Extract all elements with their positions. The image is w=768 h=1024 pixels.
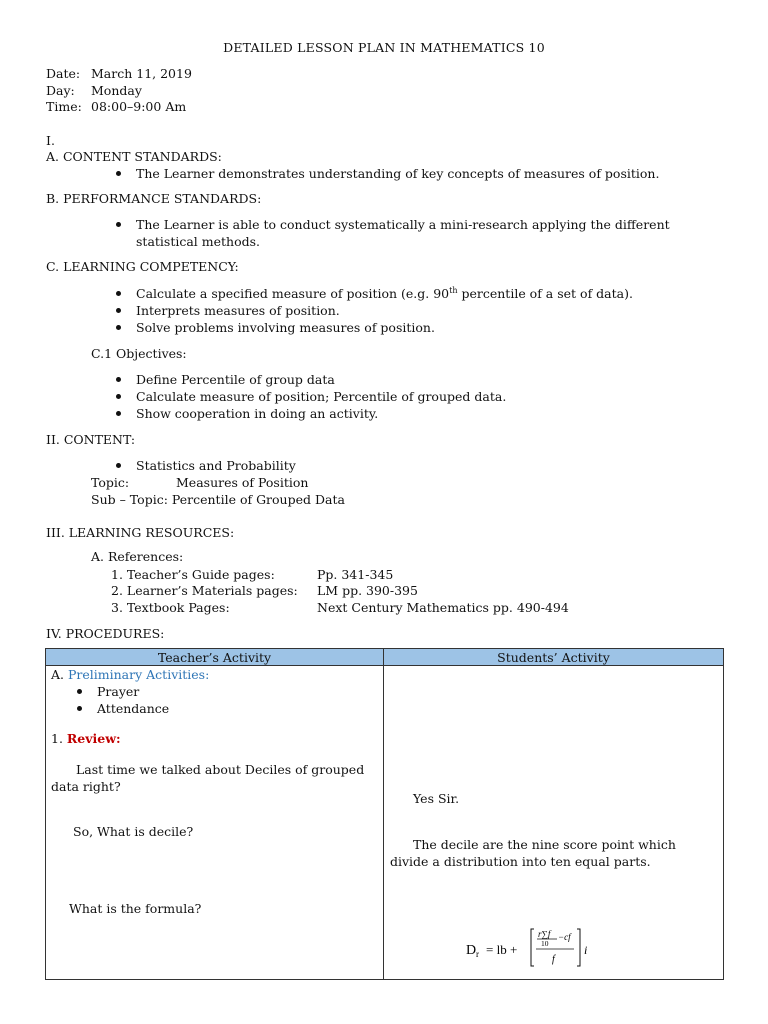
student-answer: The decile are the nine score point which divide a distribution into ten equal parts. <box>390 837 676 869</box>
content-list <box>116 457 296 474</box>
day-value: Monday <box>91 83 142 98</box>
list-item: Interprets measures of position. <box>116 302 633 319</box>
student-answer: Yes Sir. <box>413 791 460 806</box>
competency-1-text: Calculate a specified measure of position (e.g. 90 <box>136 286 450 301</box>
objectives-list <box>116 371 506 422</box>
formula-denominator: f <box>552 954 555 965</box>
date-label: Date: <box>46 66 81 81</box>
time-value: 08:00–9:00 Am <box>91 99 187 114</box>
list-item <box>116 285 633 302</box>
reference-value: Pp. 341-345 <box>317 567 394 582</box>
subtopic: Sub – Topic: Percentile of Grouped Data <box>91 492 345 507</box>
section-1-numeral: I. <box>46 133 55 148</box>
decile-formula <box>466 926 666 970</box>
teacher-activity-header: Teacher’s Activity <box>46 649 384 666</box>
list-item: Calculate measure of position; Percentile of grouped data. <box>116 388 506 405</box>
list-item: Attendance <box>77 700 169 717</box>
reference-value: LM pp. 390-395 <box>317 583 418 598</box>
formula-numerator: r∑f <box>538 929 551 939</box>
students-activity-header: Students’ Activity <box>384 649 724 666</box>
list-item: Statistics and Probability <box>116 457 296 474</box>
learning-competency-list <box>116 285 633 336</box>
time-label: Time: <box>46 99 82 114</box>
list-item: Prayer <box>77 683 169 700</box>
review-prefix: 1. <box>51 731 63 746</box>
topic-label: Topic: <box>91 475 130 490</box>
reference-label: 1. Teacher’s Guide pages: <box>111 567 275 582</box>
review-line <box>51 730 121 747</box>
teacher-question: So, What is decile? <box>73 824 194 839</box>
formula-tail: i <box>584 943 588 957</box>
content-standards-heading: A. CONTENT STANDARDS: <box>46 149 222 164</box>
learning-resources-heading: III. LEARNING RESOURCES: <box>46 525 235 540</box>
review-label: Review: <box>66 731 121 746</box>
competency-1-tail: percentile of a set of data). <box>457 286 633 301</box>
formula-eq: = lb + <box>486 942 518 957</box>
list-item: The Learner is able to conduct systematically a mini-research applying the different statistical methods. <box>116 216 676 250</box>
content-standards-list <box>116 165 659 182</box>
objectives-heading: C.1 Objectives: <box>91 346 187 361</box>
formula-lhs: D <box>466 943 477 958</box>
formula-left-bracket <box>531 929 534 966</box>
formula-cf: −cf <box>558 932 571 942</box>
reference-label: 2. Learner’s Materials pages: <box>111 583 298 598</box>
list-item: The Learner demonstrates understanding of key concepts of measures of position. <box>116 165 659 182</box>
document-title: DETAILED LESSON PLAN IN MATHEMATICS 10 <box>223 40 545 55</box>
list-item: Define Percentile of group data <box>116 371 506 388</box>
performance-standards-heading: B. PERFORMANCE STANDARDS: <box>46 191 262 206</box>
students-activity-cell <box>384 666 724 980</box>
list-item: Solve problems involving measures of position. <box>116 319 633 336</box>
reference-label: 3. Textbook Pages: <box>111 600 230 615</box>
date-value: March 11, 2019 <box>91 66 192 81</box>
ordinal-suffix: th <box>449 285 458 295</box>
day-label: Day: <box>46 83 75 98</box>
formula-right-bracket <box>577 929 580 966</box>
teacher-question: Last time we talked about Deciles of grouped data right? <box>51 762 365 794</box>
references-heading: A. References: <box>91 549 184 564</box>
topic-value: Measures of Position <box>176 475 309 490</box>
learning-competency-heading: C. LEARNING COMPETENCY: <box>46 259 239 274</box>
preliminary-label: Preliminary Activities: <box>68 667 210 682</box>
content-heading: II. CONTENT: <box>46 432 136 447</box>
reference-value: Next Century Mathematics pp. 490-494 <box>317 600 569 615</box>
list-item: Show cooperation in doing an activity. <box>116 405 506 422</box>
procedures-heading: IV. PROCEDURES: <box>46 626 165 641</box>
teacher-activity-cell <box>46 666 384 980</box>
procedures-table <box>45 648 724 980</box>
preliminary-line <box>51 666 209 683</box>
formula-lhs-sub: r <box>476 949 479 959</box>
preliminary-list <box>77 683 169 717</box>
performance-standards-list <box>116 216 676 250</box>
preliminary-prefix: A. <box>51 667 65 682</box>
teacher-question: What is the formula? <box>69 901 202 916</box>
decile-formula-graphic <box>466 926 666 970</box>
formula-ten: 10 <box>541 939 549 948</box>
